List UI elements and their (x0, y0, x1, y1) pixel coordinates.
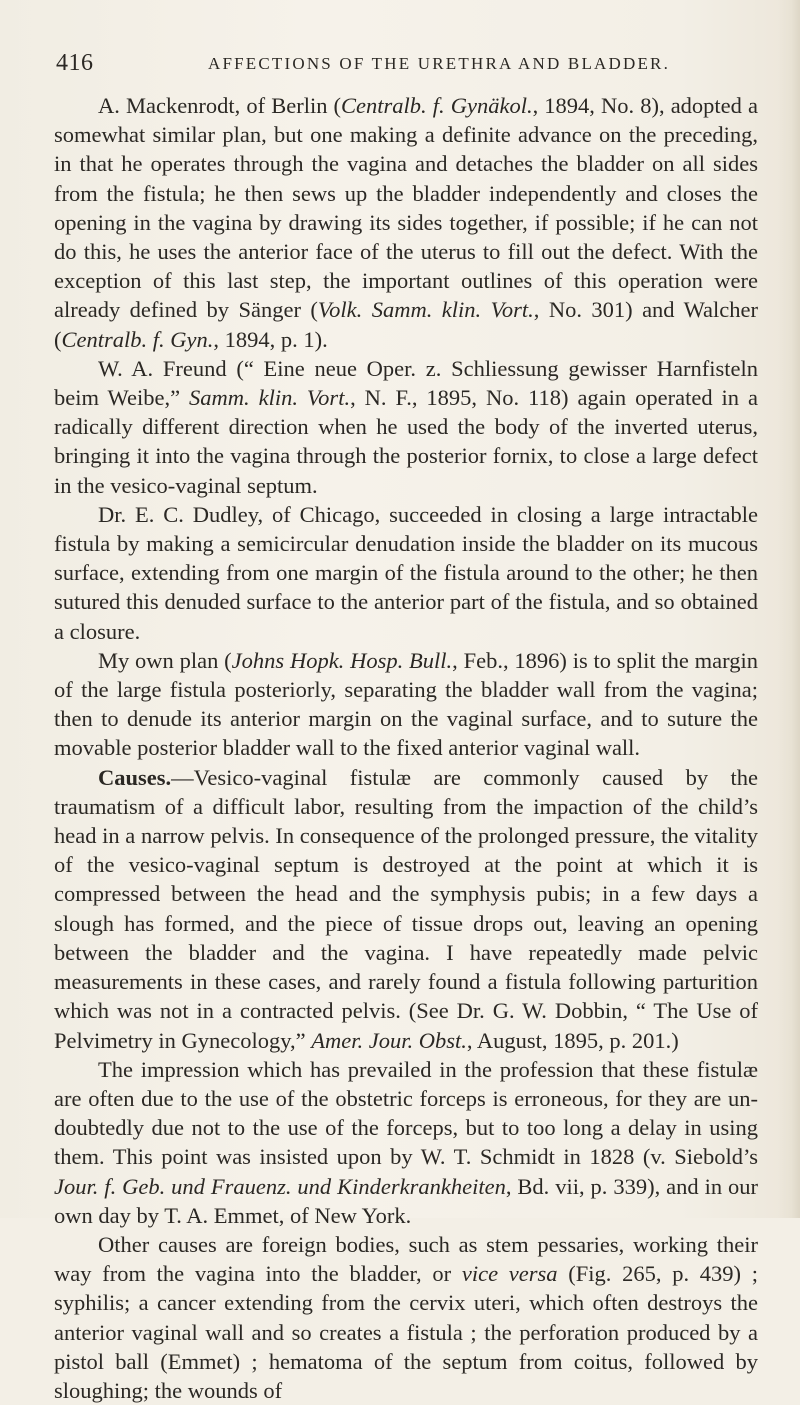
text-run: , Bd. vii, p. 339), and in our own day by T. A. Emmet, of New York. (54, 1173, 759, 1228)
page-number: 416 (56, 50, 94, 76)
running-title: AFFECTIONS OF THE URETHRA AND BLADDER. (208, 54, 671, 73)
paragraph-freund (54, 354, 758, 500)
text-run: , August, 1895, p. 201.) (466, 1027, 679, 1053)
text-run: My own plan ( (98, 647, 232, 673)
italic-citation: Volk. Samm. klin. Vort. (317, 297, 534, 323)
text-run: W. A. Freund (“ Eine neue Oper. z. Schliessung gewisser Harnfisteln beim Weibe,” (54, 355, 758, 411)
paragraph-causes (54, 763, 758, 1055)
text-run: Dr. E. C. Dudley, of Chicago, succeeded in closing a large intractable fistula by making a semicircular denudation inside the bladder on its mucous surface, extending from one margin of the fistula around to the other; he then sutured this denuded surface to the anterior part of the fistula, and so obtained a closure. (54, 501, 758, 644)
text-run: , No. 301) and Walcher ( (54, 297, 758, 352)
italic-citation: Jour. f. Geb. und Frauenz. und Kinderkrankheiten (54, 1173, 506, 1199)
text-run: , Feb., 1896) is to split the margin of the large fistula posteriorly, separating the bladder wall from the vagina; then to denude its anterior margin on the vaginal surface, and to suture the movable posterior bladder wall to the fixed anterior vaginal wall. (54, 647, 758, 761)
text-run: —Vesico-vaginal fistulæ are commonly caused by the traumatism of a difficult labor, resulting from the impaction of the child’s head in a narrow pelvis. In consequence of the prolonged pressure, the vitality of the vesico-vaginal septum is destroyed at the point at which it is compressed between the head and the symphysis pubis; in a few days a slough has formed, and the piece of tissue drops out, leaving an opening between the bladder and the vagina. I have repeatedly made pelvic measurements in these cases, and rarely found a fistula following parturition which was not in a contracted pelvis. (See Dr. G. W. Dobbin, “ The Use of Pelvimetry in Gynecology,” (54, 764, 758, 1053)
italic-citation: Samm. klin. Vort. (189, 385, 351, 411)
body-text (54, 91, 758, 1405)
text-run: , 1894, No. 8), adopted a somewhat similar plan, but one making a definite advance on the preceding, in that he operates through the vagina and detaches the bladder on all sides from the fistula; he then sews up the bladder independently and closes the opening in the vagina by drawing its sides together, if possible; if he can not do this, he uses the anterior face of the uterus to fill out the defect. With the exception of this last step, the important outlines of this operation were already defined by Sänger ( (54, 93, 759, 323)
run-in-heading: Causes. (98, 764, 172, 790)
italic-citation: Centralb. f. Gyn. (61, 326, 214, 352)
text-run: , N. F., 1895, No. 118) again operated in a radically different direction when he used the body of the inverted uterus, bringing it into the vagina through the posterior fornix, to close a large defect in the vesico-vaginal septum. (54, 385, 758, 498)
paragraph-mackenrodt (54, 91, 758, 354)
page-edge-shadow (778, 0, 800, 1218)
paragraph-own-plan (54, 646, 758, 763)
italic-citation: Amer. Jour. Obst. (311, 1027, 467, 1053)
text-run: , 1894, p. 1). (213, 326, 328, 352)
paragraph-forceps (54, 1055, 758, 1230)
text-run: Other causes are foreign bodies, such as stem pessaries, working their way from the vagina into the bladder, or (54, 1231, 758, 1287)
italic-citation: Johns Hopk. Hosp. Bull. (231, 647, 453, 673)
italic-citation: Centralb. f. Gynäkol. (341, 93, 533, 118)
paragraph-other-causes (54, 1230, 758, 1405)
italic-citation: vice versa (461, 1261, 558, 1287)
paragraph-dudley (54, 500, 758, 646)
text-run: The impression which has prevailed in the profession that these fistulæ are often due to the use of the obstetric forceps is erroneous, for they are un-doubtedly due not to the use of the forceps, but to too long a delay in using them. This point was insisted upon by W. T. Schmidt in 1828 (v. Siebold’s (54, 1056, 758, 1170)
text-run: A. Mackenrodt, of Berlin ( (98, 93, 342, 118)
text-run: (Fig. 265, p. 439) ; syphilis; a cancer extending from the cervix uteri, which often destroys the anterior vaginal wall and so creates a fistula ; the perforation produced by a pistol ball (Emmet) ; hematoma of the septum from coitus, followed by sloughing; the wounds of (54, 1261, 758, 1403)
page-header (56, 50, 746, 80)
